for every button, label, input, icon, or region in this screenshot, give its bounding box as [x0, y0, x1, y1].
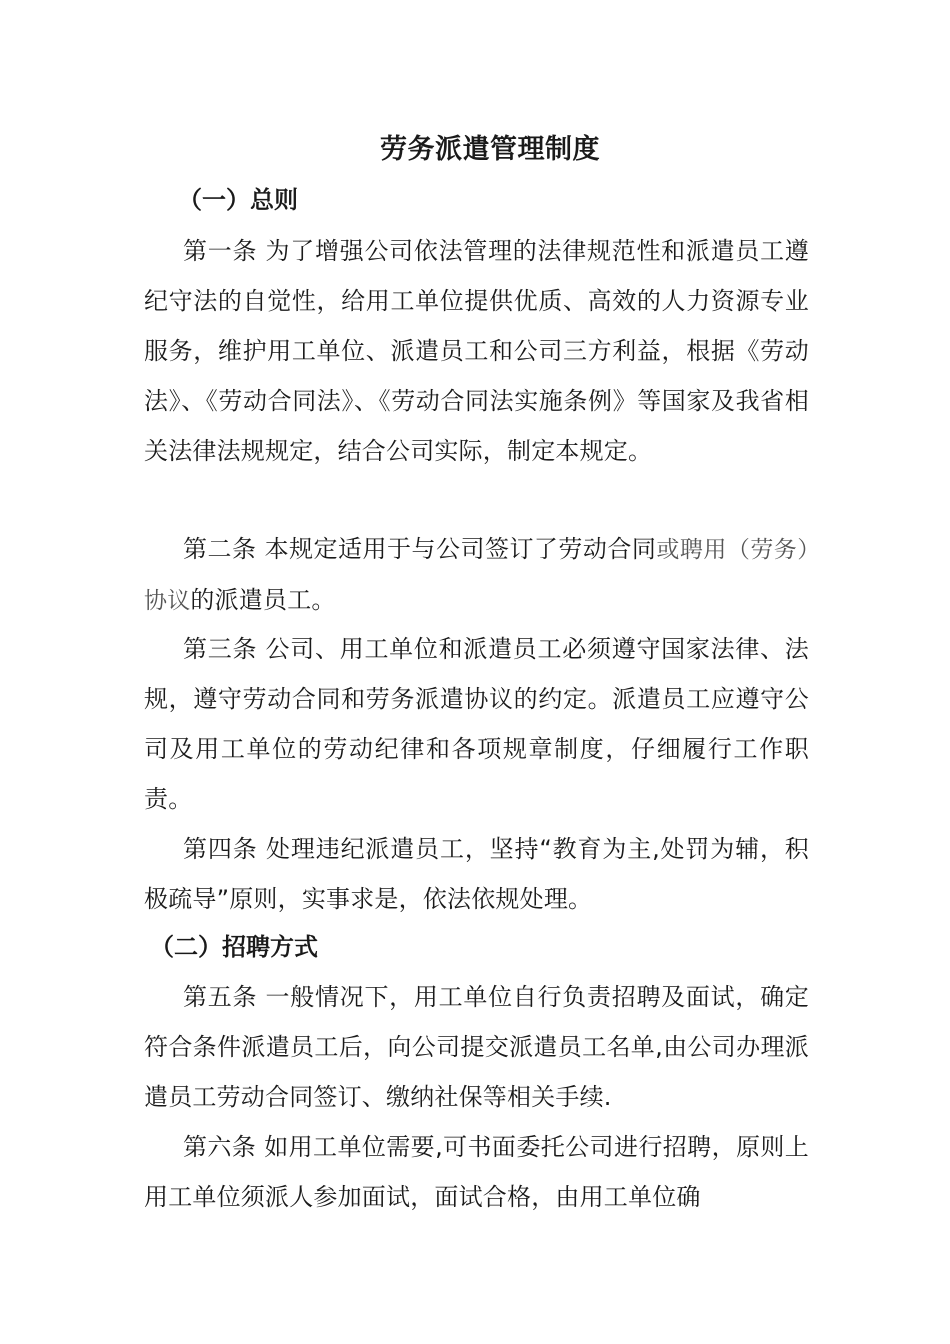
article-2-part-c: 的派遣员工。: [190, 586, 336, 614]
article-6: 第六条 如用工单位需要,可书面委托公司进行招聘，原则上用工单位须派人参加面试，面试合格，由用工单位确: [144, 1133, 809, 1211]
document-title: 劳务派遣管理制度: [380, 134, 600, 165]
article-2: [144, 524, 809, 626]
section-heading-recruitment: （二）招聘方式: [150, 933, 318, 961]
article-2-part-b: 或聘用（劳务）协议: [144, 537, 809, 614]
article-3: 第三条 公司、用工单位和派遣员工必须遵守国家法律、法规，遵守劳动合同和劳务派遣协议的约定。派遣员工应遵守公司及用工单位的劳动纪律和各项规章制度，仔细履行工作职责。: [144, 635, 809, 813]
article-2-part-a: 第二条 本规定适用于与公司签订了劳动合同: [183, 535, 657, 563]
article-4: 第四条 处理违纪派遣员工，坚持“教育为主,处罚为辅，积极疏导”原则，实事求是，依法依规处理。: [144, 835, 809, 913]
article-1: 第一条 为了增强公司依法管理的法律规范性和派遣员工遵纪守法的自觉性，给用工单位提供优质、高效的人力资源专业服务，维护用工单位、派遣员工和公司三方利益，根据《劳动法》、《劳动合同法》、《劳动合同法实施条例》等国家及我省相关法律法规规定，结合公司实际，制定本规定。: [144, 237, 809, 465]
article-5: 第五条 一般情况下，用工单位自行负责招聘及面试，确定符合条件派遣员工后，向公司提交派遣员工名单,由公司办理派遣员工劳动合同签订、缴纳社保等相关手续.: [144, 983, 809, 1111]
section-heading-general: （一）总则: [178, 186, 298, 214]
